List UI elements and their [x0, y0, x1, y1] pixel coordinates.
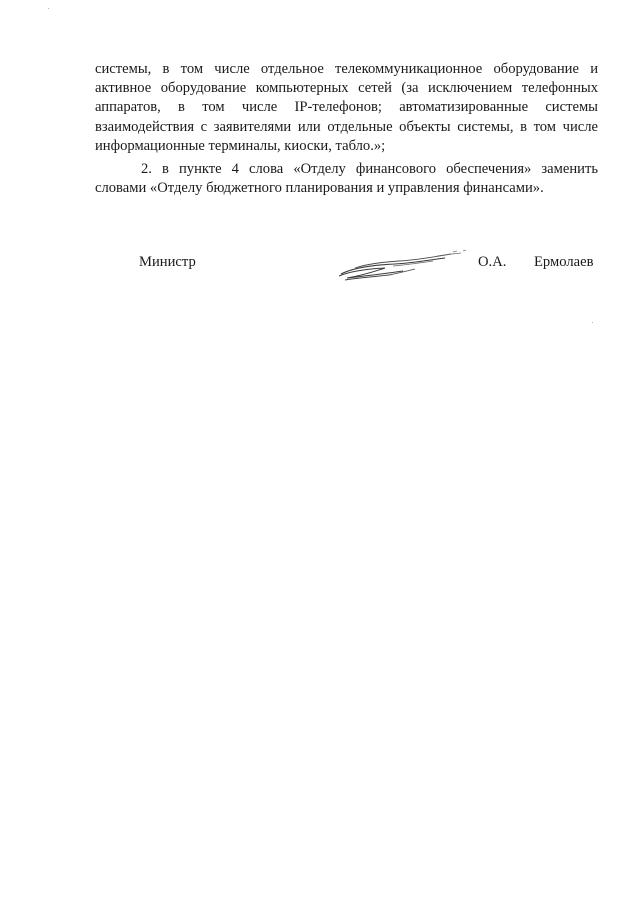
- handwritten-signature: [333, 238, 473, 288]
- scan-speck: [48, 8, 49, 9]
- text-line: 2. в пункте 4 слова «Отделу финансового обеспечения» заменить: [141, 161, 598, 177]
- paragraph-amendment-item-2: [95, 160, 598, 198]
- text-line: информационные терминалы, киоски, табло.»;: [95, 137, 386, 154]
- paragraph-list-continuation: [95, 60, 598, 156]
- signatory-surname: Ермолаев: [534, 254, 594, 270]
- scan-speck: [592, 322, 593, 323]
- text-line: аппаратов, в том числе IP-телефонов; автоматизированные системы: [95, 99, 598, 116]
- text-line: словами «Отделу бюджетного планирования и управления финансами».: [95, 180, 544, 197]
- text-line: активное оборудование компьютерных сетей (за исключением телефонных: [95, 80, 598, 97]
- text-line: системы, в том числе отдельное телекоммуникационное оборудование и: [95, 61, 598, 77]
- signatory-title: Министр: [139, 254, 196, 270]
- signatory-initials: О.А.: [478, 254, 507, 270]
- text-line: взаимодействия с заявителями или отдельные объекты системы, в том числе: [95, 118, 598, 135]
